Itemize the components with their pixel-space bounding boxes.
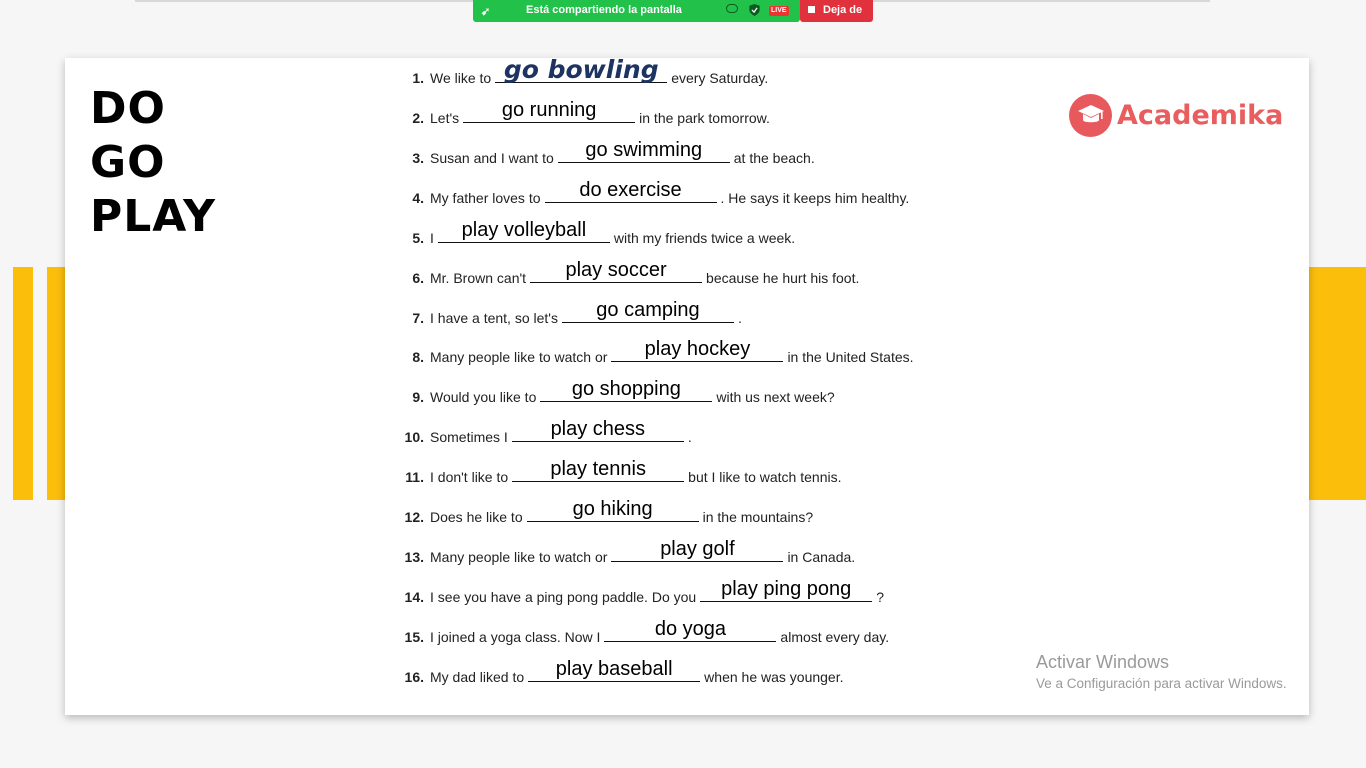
handwritten-answer: go swimming (585, 139, 703, 161)
side-title-go: GO (90, 137, 166, 188)
answer-blank (611, 338, 783, 362)
exercise-number: 6. (412, 270, 424, 286)
exercise-number: 10. (404, 429, 424, 445)
exercise-item (394, 139, 815, 166)
handwritten-answer: play chess (550, 418, 646, 440)
graduation-cap-icon (1069, 94, 1112, 137)
side-title-do: DO (90, 83, 166, 134)
handwritten-answer: play soccer (565, 259, 667, 281)
answer-blank (558, 139, 730, 163)
exercise-text-after: in the park tomorrow. (639, 110, 770, 126)
exercise-text-after: in Canada. (787, 549, 856, 565)
exercise-text-after: . He says it keeps him healthy. (720, 190, 910, 206)
exercise-item (394, 378, 835, 405)
answer-blank (604, 618, 776, 642)
handwritten-answer: play ping pong (721, 578, 852, 600)
exercise-text-before: Many people like to watch or (430, 549, 608, 565)
exercise-item (394, 618, 890, 645)
handwritten-answer: go hiking (572, 498, 653, 520)
share-status-text: Está compartiendo la pantalla (526, 4, 682, 16)
exercise-text-before: Susan and I want to (430, 150, 554, 166)
exercise-number: 12. (404, 509, 424, 525)
stop-sharing-button[interactable] (800, 0, 873, 22)
handwritten-answer: go bowling (503, 55, 659, 84)
exercise-item (394, 658, 844, 685)
exercise-text-after: almost every day. (780, 629, 890, 645)
handwritten-answer: play volleyball (461, 219, 587, 241)
exercise-text-before: I don't like to (430, 469, 509, 485)
exercise-number: 14. (404, 589, 424, 605)
answer-blank (545, 179, 717, 203)
exercise-text-after: in the United States. (787, 349, 914, 365)
exercise-item (394, 219, 796, 246)
exercise-item (394, 99, 770, 126)
side-title (90, 82, 216, 244)
watermark-subtitle: Ve a Configuración para activar Windows. (1036, 676, 1287, 691)
exercise-number: 9. (412, 389, 424, 405)
exercise-item (394, 418, 692, 445)
exercise-text-after: ? (876, 589, 884, 605)
exercise-item (394, 299, 742, 326)
handwritten-answer: go running (501, 99, 597, 121)
exercise-number: 15. (404, 629, 424, 645)
exercise-number: 3. (412, 150, 424, 166)
exercise-text-before: Let's (430, 110, 460, 126)
answer-blank (438, 219, 610, 243)
left-yellow-bar-2 (47, 267, 65, 500)
exercise-text-after: when he was younger. (704, 669, 844, 685)
exercise-text-after: but I like to watch tennis. (688, 469, 842, 485)
exercise-text-after: . (737, 310, 742, 326)
cloud-icon[interactable] (726, 4, 738, 13)
exercise-number: 11. (405, 469, 424, 485)
handwritten-answer: play baseball (555, 658, 673, 680)
answer-blank (495, 55, 667, 84)
exercise-text-after: with us next week? (716, 389, 835, 405)
exercise-text-before: Mr. Brown can't (430, 270, 527, 286)
exercise-number: 1. (412, 70, 424, 86)
handwritten-answer: go camping (596, 299, 700, 321)
exercise-text-before: I joined a yoga class. Now I (430, 629, 601, 645)
screen-share-bar[interactable] (473, 0, 800, 22)
exercise-text-after: because he hurt his foot. (706, 270, 860, 286)
stop-icon (808, 6, 815, 13)
answer-blank (700, 578, 872, 602)
logo-text: Academika (1117, 99, 1284, 131)
answer-blank (540, 378, 712, 402)
handwritten-answer: do yoga (654, 618, 726, 640)
stop-sharing-label: Deja de (823, 4, 863, 16)
exercise-text-before: I see you have a ping pong paddle. Do you (430, 589, 697, 605)
exercise-text-before: I have a tent, so let's (430, 310, 558, 326)
answer-blank (562, 299, 734, 323)
exercise-item (394, 259, 860, 286)
handwritten-answer: do exercise (579, 179, 682, 201)
exercise-number: 16. (404, 669, 424, 685)
answer-blank (463, 99, 635, 123)
exercise-text-before: Does he like to (430, 509, 523, 525)
exercise-text-after: with my friends twice a week. (613, 230, 796, 246)
exercise-item (394, 578, 884, 605)
handwritten-answer: play golf (660, 538, 735, 560)
exercise-item (394, 538, 856, 565)
answer-blank (527, 498, 699, 522)
exercise-item (394, 498, 814, 525)
exercise-item (394, 55, 769, 86)
live-badge: LIVE (771, 7, 787, 14)
academika-logo (1069, 93, 1283, 137)
exercise-text-after: . (687, 429, 692, 445)
exercise-text-after: in the mountains? (702, 509, 814, 525)
exercise-text-after: at the beach. (733, 150, 815, 166)
watermark-title: Activar Windows (1036, 652, 1170, 672)
answer-blank (512, 418, 684, 442)
exercise-item (394, 179, 910, 206)
exercise-item (394, 458, 842, 485)
exercise-number: 5. (412, 230, 424, 246)
exercise-text-before: My dad liked to (430, 669, 525, 685)
exercise-number: 2. (412, 110, 424, 126)
shield-icon[interactable] (749, 4, 760, 16)
exercise-text-before: I (430, 230, 434, 246)
exercise-text-before: We like to (430, 70, 492, 86)
side-title-play: PLAY (90, 191, 216, 242)
handwritten-answer: play tennis (550, 458, 646, 480)
left-yellow-bar-1 (13, 267, 33, 500)
exercise-number: 8. (412, 349, 424, 365)
exercise-number: 4. (412, 190, 424, 206)
exercise-text-before: Would you like to (430, 389, 537, 405)
answer-blank (512, 458, 684, 482)
answer-blank (528, 658, 700, 682)
handwritten-answer: play hockey (644, 338, 751, 360)
exercise-text-after: every Saturday. (671, 70, 769, 86)
windows-activation-watermark (1036, 652, 1287, 691)
handwritten-answer: go shopping (571, 378, 681, 400)
answer-blank (611, 538, 783, 562)
exercise-text-before: Many people like to watch or (430, 349, 608, 365)
answer-blank (530, 259, 702, 283)
exercise-text-before: My father loves to (430, 190, 541, 206)
exercise-number: 13. (404, 549, 424, 565)
exercise-item (394, 338, 914, 365)
pin-icon[interactable]: ➹ (481, 6, 491, 18)
exercise-text-before: Sometimes I (430, 429, 508, 445)
right-yellow-block (1309, 267, 1366, 500)
exercise-number: 7. (412, 310, 424, 326)
